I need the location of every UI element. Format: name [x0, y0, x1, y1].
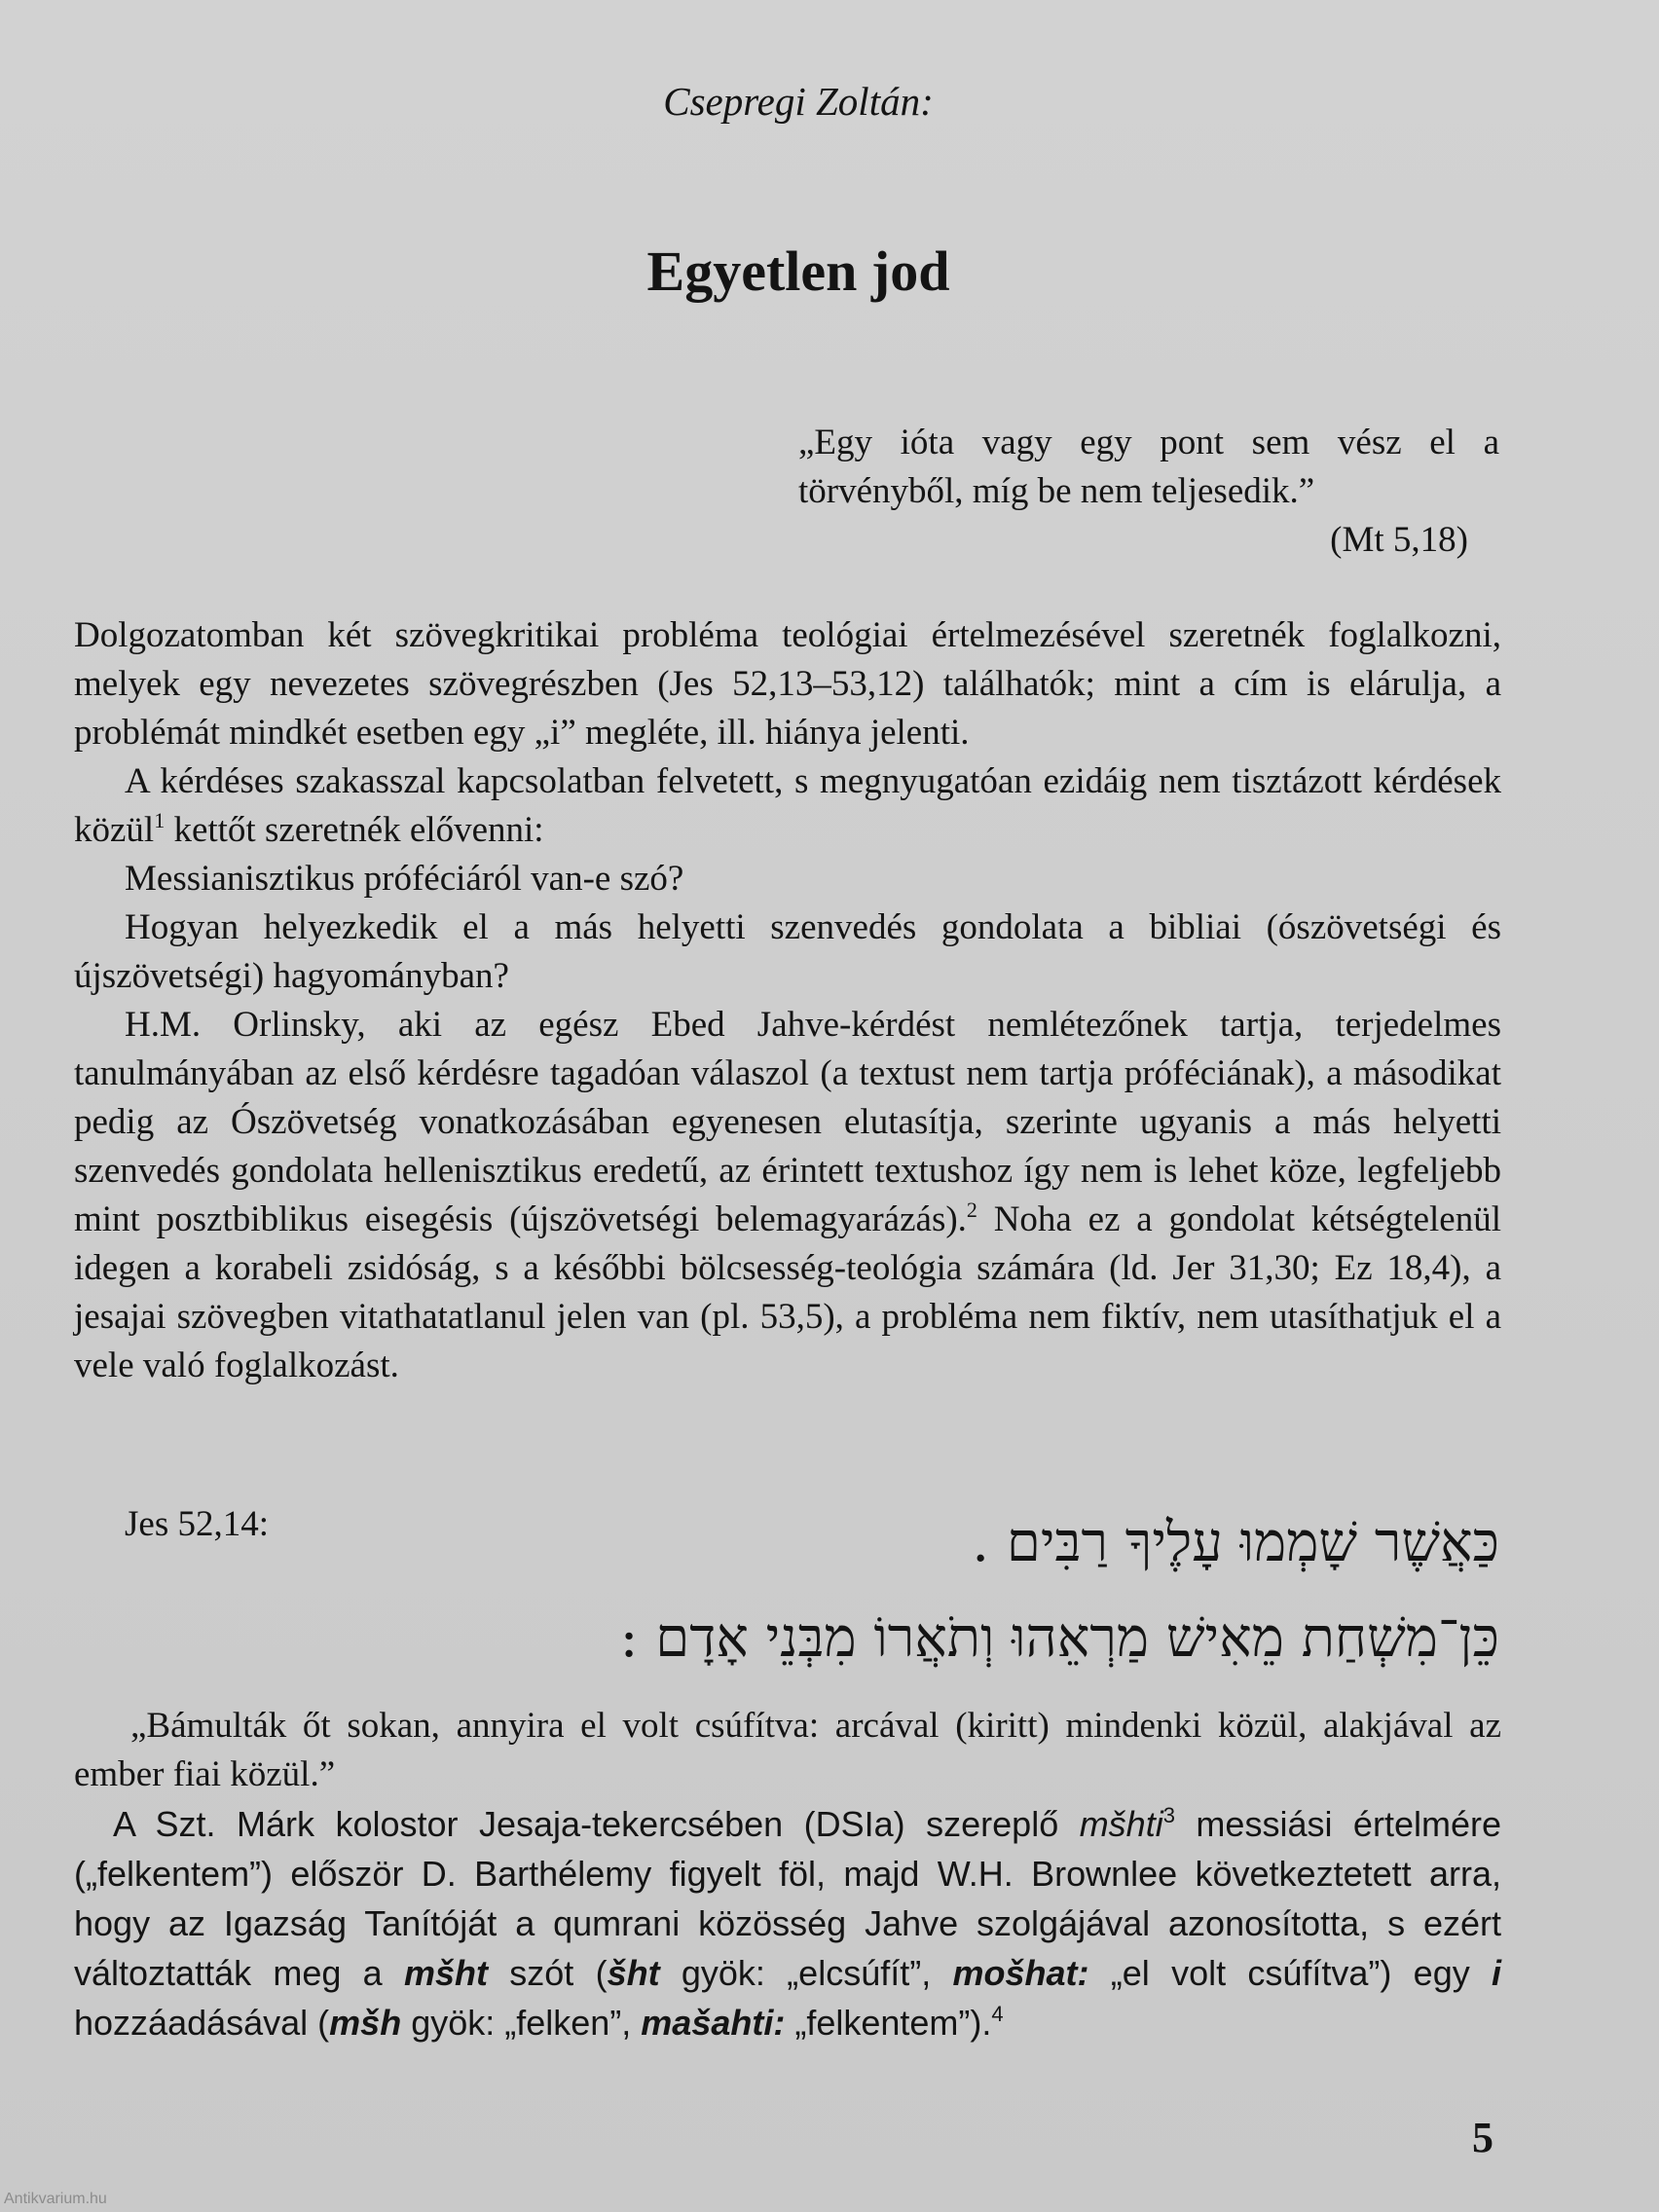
article-title: Egyetlen jod [646, 240, 950, 303]
paragraph-text: szót ( [488, 1953, 608, 1993]
paragraph: Messianisztikus próféciáról van-e szó? [125, 859, 684, 899]
author-name: Csepregi Zoltán: [663, 79, 934, 124]
hebrew-verse-line: כַּאֲשֶׁר שָׁמְמוּ עָלֶיךָ רַבִּים . [972, 1511, 1499, 1574]
transliteration: mšht [403, 1953, 488, 1993]
transliteration: šht [607, 1953, 660, 1993]
paragraph-text: hozzáadásával ( [74, 2003, 330, 2043]
paragraph-text: A Szt. Márk kolostor Jesaja-tekercsében (DSIa) szereplő [113, 1804, 1080, 1844]
transliteration: mašahti: [641, 2003, 786, 2043]
footnote-marker: 3 [1162, 1803, 1175, 1827]
transliteration: i [1492, 1953, 1502, 1993]
paragraph-text: gyök: „felken”, [401, 2003, 642, 2043]
paragraph-text: kettőt szeretnék elővenni: [165, 810, 544, 850]
transliteration: mšhti [1079, 1804, 1163, 1844]
translation-quote: „Bámulták őt sokan, annyira el volt csúfítva: arcával (kiritt) mindenki közül, alakjával az ember fiai közül.” [74, 1706, 1501, 1794]
transliteration: mšh [329, 2003, 402, 2043]
paragraph-text: messiási értelmére („felkentem”) először D. Barthélemy figyelt föl, majd W.H. Brownlee következtetett arra, hogy az Igazság Tanítóját a qumrani közösség Jahve szolgájával azonosította, s ezért változtatták meg a [74, 1804, 1501, 1993]
epigraph-line: törvényből, míg be nem teljesedik.” [798, 471, 1315, 511]
footnote-marker: 4 [991, 2002, 1004, 2026]
footnote-marker: 2 [966, 1198, 977, 1222]
page-number: 5 [1472, 2114, 1493, 2161]
paragraph-text: H.M. Orlinsky, aki az egész Ebed Jahve-kérdést nemlétezőnek tartja, terjedelmes tanulmányában az első kérdésre tagadóan válaszol (a textust nem tartja próféciának), a másodikat pedig az Ószövetség vonatkozásában egyenesen elutasítja, szerinte ugyanis a más helyetti szenvedés gondolata hellenisztikus eredetű, az érintett textushoz így nem is lehet köze, legfeljebb mint posztbiblikus eisegésis (újszövetségi belemagyarázás). [74, 1005, 1501, 1239]
paragraph-text: „felkentem”). [785, 2003, 992, 2043]
body-text [74, 611, 1501, 1390]
paragraph [74, 1799, 1501, 2047]
paragraph-text: gyök: „elcsúfít”, [659, 1953, 953, 1993]
epigraph-line: „Egy ióta vagy egy pont sem vész el a [798, 423, 1499, 462]
footnote-marker: 1 [154, 808, 166, 832]
paragraph: Dolgozatomban két szövegkritikai probléma teológiai értelmezésével szeretnék foglalkozni, melyek egy nevezetes szövegrészben (Jes 52,13–53,12) találhatók; mint a cím is elárulja, a problémát mindkét esetben egy „i” megléte, ill. hiánya jelenti. [74, 615, 1501, 753]
body-text-continued [74, 1702, 1501, 2047]
paragraph-text: „el volt csúfítva”) egy [1088, 1953, 1492, 1993]
paragraph-text: A kérdéses szakasszal kapcsolatban felvetett, s megnyugatóan ezidáig nem tisztázott kérdések közül [74, 761, 1501, 850]
verse-reference: Jes 52,14: [125, 1504, 269, 1544]
paragraph [74, 1001, 1501, 1390]
paragraph: Hogyan helyezkedik el a más helyetti szenvedés gondolata a bibliai (ószövetségi és újszövetségi) hagyományban? [74, 907, 1501, 996]
paragraph [74, 757, 1501, 855]
paragraph-text: Noha ez a gondolat kétségtelenül idegen a korabeli zsidóság, s a későbbi bölcsesség-teológia számára (ld. Jer 31,30; Ez 18,4), a jesajai szövegben vitathatatlanul jelen van (pl. 53,5), a probléma nem fiktív, nem utasíthatjuk el a vele való foglalkozást. [74, 1199, 1501, 1385]
epigraph-reference: (Mt 5,18) [1330, 520, 1468, 560]
transliteration: mošhat: [952, 1953, 1089, 1993]
watermark: Antikvarium.hu [4, 2191, 107, 2207]
epigraph [798, 419, 1499, 565]
hebrew-verse-line: כֵּן־מִשְׁחַת מֵאִישׁ מַרְאֵהוּ וְתֹאֲרוֹ מִבְּנֵי אָדָם : [619, 1606, 1499, 1670]
